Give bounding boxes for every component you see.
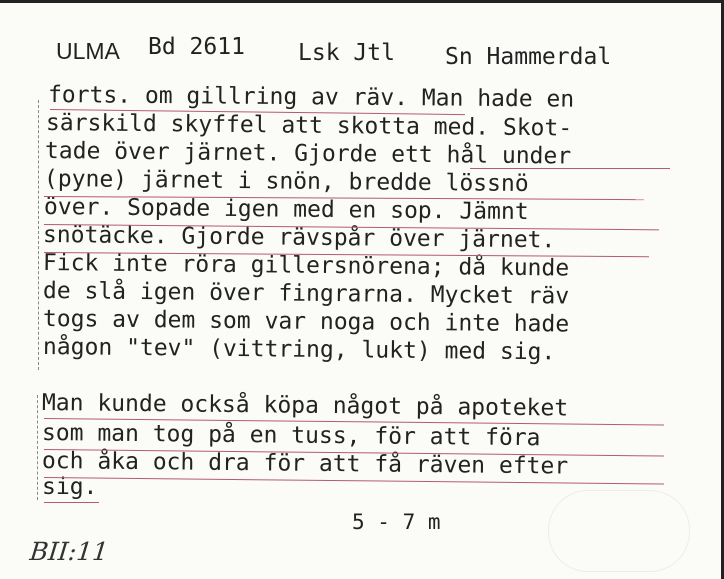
text-line-3: tade över järnet. Gjorde ett hål under <box>44 138 572 170</box>
underline-1 <box>470 168 670 169</box>
text-line-7: Fick inte röra gillersnörena; då kunde <box>42 250 570 282</box>
margin-line-2 <box>37 395 38 500</box>
category: Lsk Jtl <box>298 40 395 66</box>
text-line-4: (pyne) järnet i snön, bredde lössnö <box>43 166 529 198</box>
text-line-14: sig. <box>42 474 98 500</box>
handwritten-stamp: BII:11 <box>28 537 110 566</box>
text-line-10: någon "tev" (vittring, lukt) med sig. <box>42 334 556 366</box>
text-line-11: Man kunde också köpa något på apoteket <box>41 390 569 422</box>
underline-7 <box>44 477 664 484</box>
text-line-9: togs av dem som var noga och inte hade <box>42 306 570 338</box>
text-line-6: snötäcke. Gjorde rävspår över järnet. <box>42 222 556 254</box>
archive-name: ULMA <box>56 38 120 64</box>
text-line-8: de slå igen över fingrarna. Mycket räv <box>42 278 570 310</box>
record-number: Bd 2611 <box>148 34 245 60</box>
card-border-top <box>0 0 724 3</box>
underline-8 <box>44 502 99 503</box>
parish: Sn Hammerdal <box>445 44 612 70</box>
text-line-13: och åka och dra för att få räven efter <box>41 448 569 480</box>
text-line-1: forts. om gillring av räv. Man hade en <box>47 82 575 113</box>
margin-line <box>38 100 39 370</box>
text-line-12: som man tog på en tuss, för att föra <box>41 420 541 452</box>
text-line-2: särskild skyffel att skotta med. Skot- <box>45 110 573 142</box>
faint-stamp-mark <box>548 490 690 572</box>
text-line-5: över. Sopade igen med en sop. Jämnt <box>43 194 529 226</box>
page-range: 5 - 7 m <box>352 510 441 534</box>
